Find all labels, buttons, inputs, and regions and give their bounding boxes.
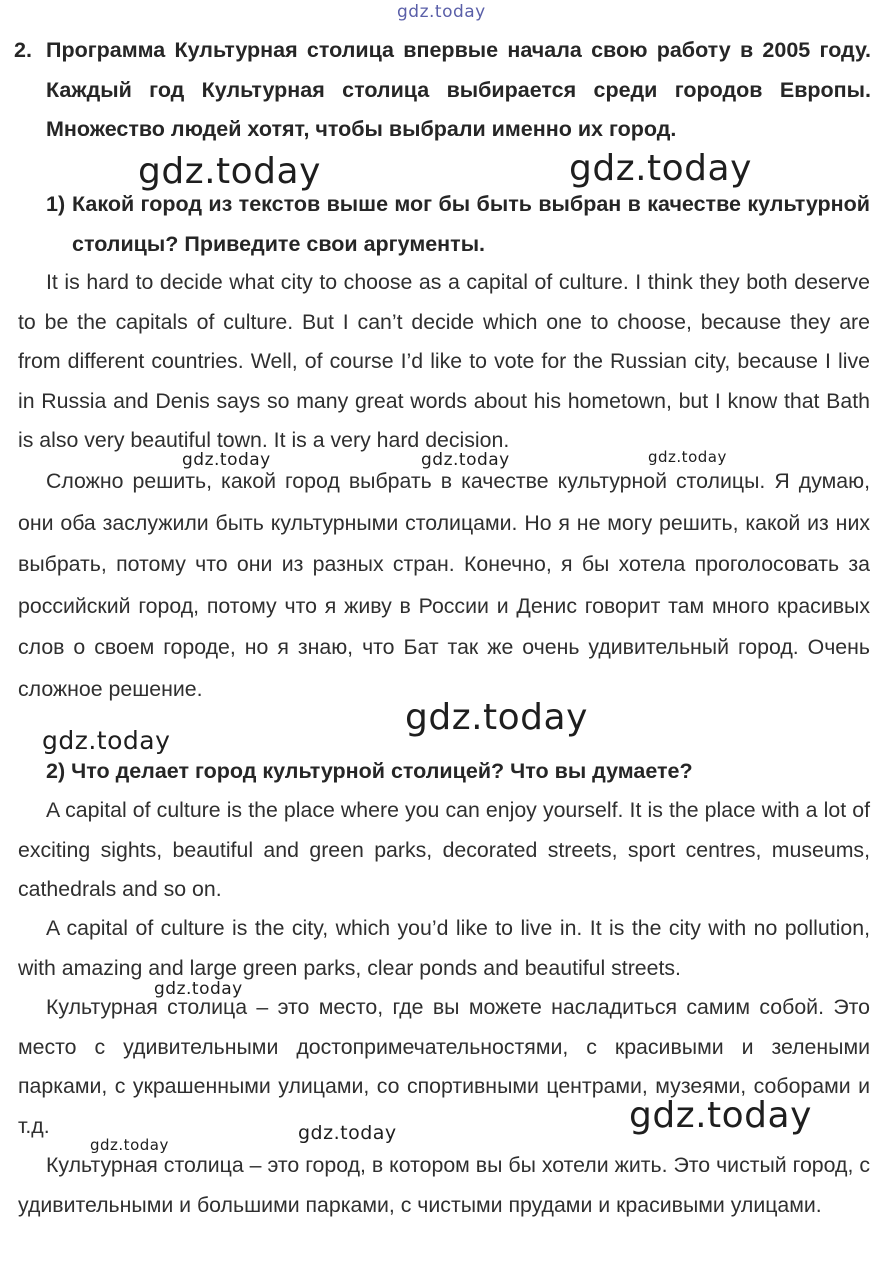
answer-2-russian-2: Культурная столица – это город, в котором вы бы хотели жить. Это чистый город, с удивительными и большими парками, с чистыми прудами и красивыми улицами. <box>18 1153 870 1217</box>
watermark: gdz.today <box>421 450 510 470</box>
watermark: gdz.today <box>90 1136 169 1154</box>
question-2-number: 2) <box>46 759 66 783</box>
question-1-number: 1) <box>46 192 66 216</box>
watermark: gdz.today <box>569 148 752 189</box>
watermark: gdz.today <box>629 1095 812 1136</box>
watermark: gdz.today <box>42 726 171 755</box>
watermark: gdz.today <box>405 697 588 738</box>
answer-2-russian-1: Культурная столица – это место, где вы можете насладиться самим собой. Это место с удивительными достопримечательностями, с красивыми и зелеными парками, с украшенными улицами, со спортивными центрами, музеями, соборами и т.д. <box>18 995 870 1138</box>
watermark: gdz.today <box>182 450 271 470</box>
task-number: 2. <box>14 38 32 62</box>
question-2-text: Что делает город культурной столицей? Что вы думаете? <box>71 759 693 783</box>
watermark: gdz.today <box>648 448 727 466</box>
question-2 <box>46 752 870 792</box>
task-statement <box>14 31 871 150</box>
watermark: gdz.today <box>298 1122 397 1144</box>
answer-1-english: It is hard to decide what city to choose as a capital of culture. I think they both deserve to be the capitals of culture. But I can’t decide which one to choose, because they are from different countries. Well, of course I’d like to vote for the Russian city, because I live in Russia and Denis says so many great words about his hometown, but I know that Bath is also very beautiful town. It is a very hard decision. <box>18 270 870 453</box>
answer-2-english-2: A capital of culture is the city, which you’d like to live in. It is the city with no pollution, with amazing and large green parks, clear ponds and beautiful streets. <box>18 916 870 980</box>
task-text: Программа Культурная столица впервые начала свою работу в 2005 году. Каждый год Культурная столица выбирается среди городов Европы. Множество людей хотят, чтобы выбрали именно их город. <box>46 38 871 141</box>
watermark-top: gdz.today <box>397 2 486 22</box>
answer-1-russian: Сложно решить, какой город выбрать в качестве культурной столицы. Я думаю, они оба заслужили быть культурными столицами. Но я не могу решить, какой из них выбрать, потому что они из разных стран. Конечно, я бы хотела проголосовать за российский город, потому что я живу в России и Денис говорит там много красивых слов о своем городе, но я знаю, что Бат так же очень удивительный город. Очень сложное решение. <box>18 469 870 701</box>
watermark: gdz.today <box>154 979 243 999</box>
watermark: gdz.today <box>138 151 321 192</box>
question-1-text: Какой город из текстов выше мог бы быть выбран в качестве культурной столицы? Приведите свои аргументы. <box>72 192 870 256</box>
answer-2-english-1: A capital of culture is the place where you can enjoy yourself. It is the place with a lot of exciting sights, beautiful and green parks, decorated streets, sport centres, museums, cathedrals and so on. <box>18 798 870 902</box>
question-1 <box>46 185 870 264</box>
